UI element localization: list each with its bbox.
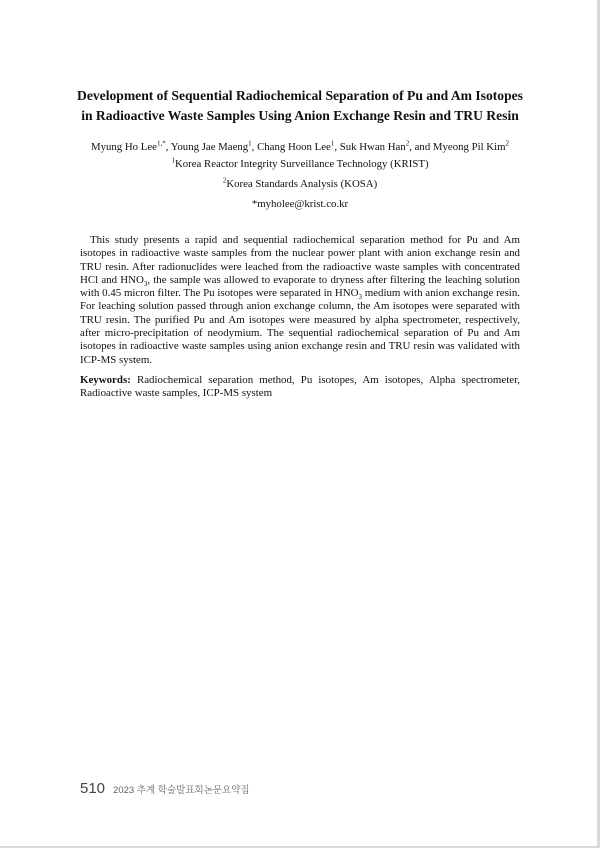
abstract-subscript-2: 3 (358, 293, 362, 302)
abstract-text-3: medium with anion exchange resin. For leaching solution passed through anion exchange column, the Am isotopes were separated with TRU resin. The purified Pu and Am isotopes were measured by alpha spectrometer, respectively, after micro-precipitation of neodymium. The sequential radiochemical separation of Pu and Am isotopes in radioactive waste samples using anion exchange resin and TRU resin was validated with ICP-MS system. (80, 287, 520, 366)
affiliation-mark: 2 (222, 176, 227, 185)
abstract-subscript-1: 3 (143, 280, 148, 289)
author-name: Myung Ho Lee (90, 141, 157, 153)
author-affiliation-mark: 1,* (156, 139, 166, 148)
proceedings-name: 2023 추계 학술발표회논문요약집 (113, 785, 250, 796)
affiliation-text: Korea Standards Analysis (KOSA) (226, 178, 378, 190)
paper-title (70, 86, 530, 126)
author-separator: , (334, 141, 340, 153)
author-name: Chang Hoon Lee (257, 141, 331, 153)
page-number: 510 (80, 780, 106, 797)
author-name: Young Jae Maeng (170, 141, 249, 153)
abstract-text-2: , the sample was allowed to evaporate to dryness after filtering the leaching solution with 0.45 micron filter. The Pu isotopes were separated in HNO (80, 273, 520, 300)
author-separator: , (165, 141, 171, 153)
author-affiliation-mark: 1 (330, 139, 335, 148)
keywords-paragraph (80, 374, 520, 401)
corresponding-email: *myholee@krist.co.kr (251, 198, 349, 210)
affiliation-mark: 1 (171, 156, 175, 165)
keywords-text: Radiochemical separation method, Pu isotopes, Am isotopes, Alpha spectrometer, Radioactive waste samples, ICP-MS system (80, 374, 520, 400)
author-name: Myeong Pil Kim (432, 141, 506, 153)
author-affiliation-mark: 2 (405, 139, 410, 148)
author-list (60, 140, 540, 154)
title-line-2: in Radioactive Waste Samples Using Anion Exchange Resin and TRU Resin (81, 108, 519, 123)
affiliation-1 (60, 157, 540, 171)
author-name: Suk Hwan Han (339, 141, 406, 153)
title-line-1: Development of Sequential Radiochemical Separation of Pu and Am Isotopes (77, 88, 523, 103)
author-affiliation-mark: 2 (505, 139, 510, 148)
author-affiliation-mark: 1 (248, 139, 252, 148)
affiliation-2 (60, 177, 540, 191)
affiliation-text: Korea Reactor Integrity Surveillance Technology (KRIST) (174, 158, 429, 170)
keywords-label: Keywords: (80, 374, 131, 386)
author-separator: , (251, 141, 258, 153)
page-footer (80, 780, 250, 798)
abstract-text-1: This study presents a rapid and sequential radiochemical separation method for Pu and Am isotopes in radioactive waste samples from the nuclear power plant with anion exchange resin and TRU resin. After radionuclides were leached from the radioactive waste samples with concentrated HCl and HNO (80, 234, 520, 286)
author-separator: , and (409, 141, 433, 153)
abstract-paragraph (80, 234, 520, 367)
